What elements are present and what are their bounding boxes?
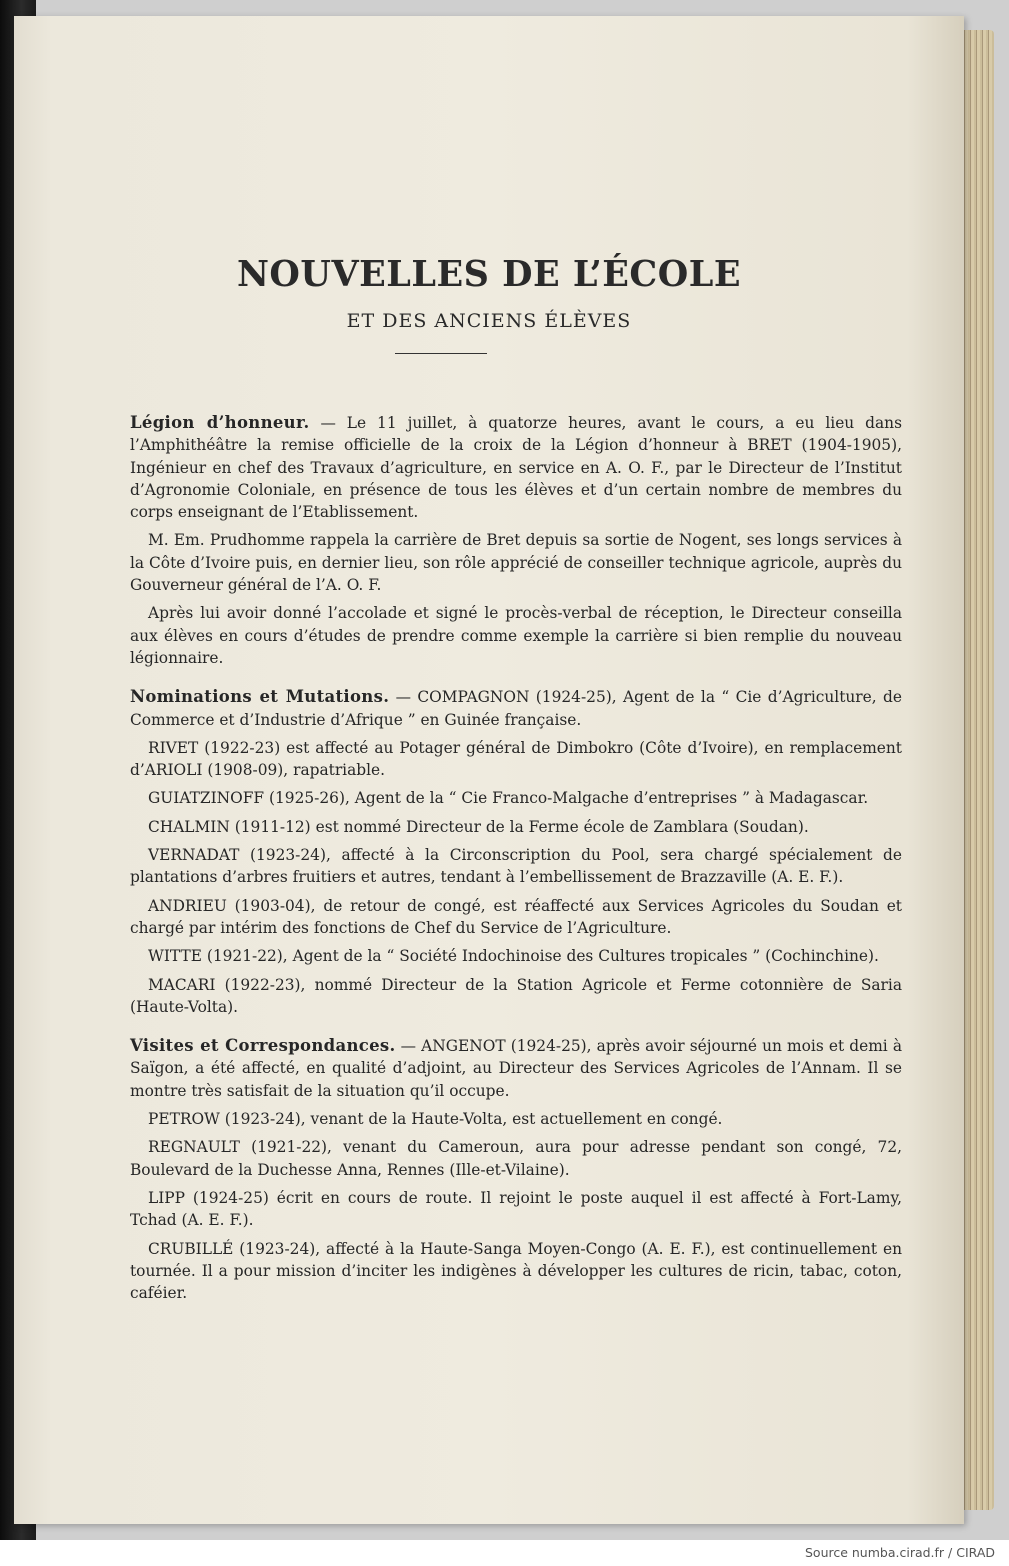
paragraph: Visites et Correspondances. — ANGENOT (1924-25), après avoir séjourné un mois et demi à Saïgon, a été affecté, en qualité d’adjoint, au Directeur des Services Agricoles de l’Annam. Il se montre très satisfait de la situation qu’il occupe. xyxy=(130,1036,903,1100)
document-page xyxy=(14,16,964,1524)
paragraph: WITTE (1921-22), Agent de la “ Société Indochinoise des Cultures tropicales ” (Cochinchine). xyxy=(148,947,879,966)
paragraph: LIPP (1924-25) écrit en cours de route. Il rejoint le poste auquel il est affecté à Fort-Lamy, Tchad (A. E. F.). xyxy=(130,1188,902,1230)
section-heading: Nominations et Mutations. xyxy=(130,687,390,707)
title-divider xyxy=(395,353,487,354)
paragraph: Nominations et Mutations. — COMPAGNON (1924-25), Agent de la “ Cie d’Agriculture, de Commerce et d’Industrie d’Afrique ” en Guinée française. xyxy=(130,687,902,729)
section-legion-honneur xyxy=(130,412,902,669)
article-body xyxy=(130,412,902,1310)
paragraph: CHALMIN (1911-12) est nommé Directeur de la Ferme école de Zamblara (Soudan). xyxy=(148,817,809,836)
page-subtitle: ET DES ANCIENS ÉLÈVES xyxy=(346,310,632,332)
page-title: NOUVELLES DE L’ÉCOLE xyxy=(236,253,742,296)
paragraph: VERNADAT (1923-24), affecté à la Circonscription du Pool, sera chargé spécialement de plantations d’arbres fruitiers et autres, tendant à l’embellissement de Brazzaville (A. E. F.). xyxy=(130,846,902,887)
paragraph: REGNAULT (1921-22), venant du Cameroun, aura pour adresse pendant son congé, 72, Boulevard de la Duchesse Anna, Rennes (Ille-et-Vilaine). xyxy=(130,1138,902,1179)
paragraph: M. Em. Prudhomme rappela la carrière de Bret depuis sa sortie de Nogent, ses longs services à la Côte d’Ivoire puis, en dernier lieu, son rôle apprécié de conseiller technique agricole, auprès du Gouverneur général de l’A. O. F. xyxy=(130,531,902,595)
paragraph: ANDRIEU (1903-04), de retour de congé, est réaffecté aux Services Agricoles du Soudan et chargé par intérim des fonctions de Chef du Service de l’Agriculture. xyxy=(130,896,902,937)
paragraph: Après lui avoir donné l’accolade et signé le procès-verbal de réception, le Directeur conseilla aux élèves en cours d’études de prendre comme exemple la carrière si bien remplie du nouveau légionnaire. xyxy=(130,604,902,667)
section-nominations-mutations xyxy=(130,686,902,1018)
source-credit: Source numba.cirad.fr / CIRAD xyxy=(804,1545,995,1560)
paragraph: GUIATZINOFF (1925-26), Agent de la “ Cie Franco-Malgache d’entreprises ” à Madagascar. xyxy=(148,789,869,808)
section-heading: Visites et Correspondances. xyxy=(130,1036,396,1056)
paragraph: Légion d’honneur. — Le 11 juillet, à quatorze heures, avant le cours, a eu lieu dans l’Amphithéâtre la remise officielle de la croix de la Légion d’honneur à BRET (1904-1905), Ingénieur en chef des Travaux d’agriculture, en service en A. O. F., par le Directeur de l’Institut d’Agronomie Coloniale, en présence de tous les élèves et d’un certain nombre de membres du corps enseignant de l’Etablissement. xyxy=(130,413,902,522)
section-visites-correspondances xyxy=(130,1035,902,1304)
section-heading: Légion d’honneur. xyxy=(130,413,310,432)
paragraph: PETROW (1923-24), venant de la Haute-Volta, est actuellement en congé. xyxy=(148,1110,723,1129)
paragraph: CRUBILLÉ (1923-24), affecté à la Haute-Sanga Moyen-Congo (A. E. F.), est continuellement en tournée. Il a pour mission d’inciter les indigènes à développer les cultures de ricin, tabac, coton, caféier. xyxy=(130,1239,902,1303)
paragraph: RIVET (1922-23) est affecté au Potager général de Dimbokro (Côte d’Ivoire), en remplacement d’ARIOLI (1908-09), rapatriable. xyxy=(130,738,902,780)
paragraph: MACARI (1922-23), nommé Directeur de la Station Agricole et Ferme cotonnière de Saria (Haute-Volta). xyxy=(130,975,902,1016)
